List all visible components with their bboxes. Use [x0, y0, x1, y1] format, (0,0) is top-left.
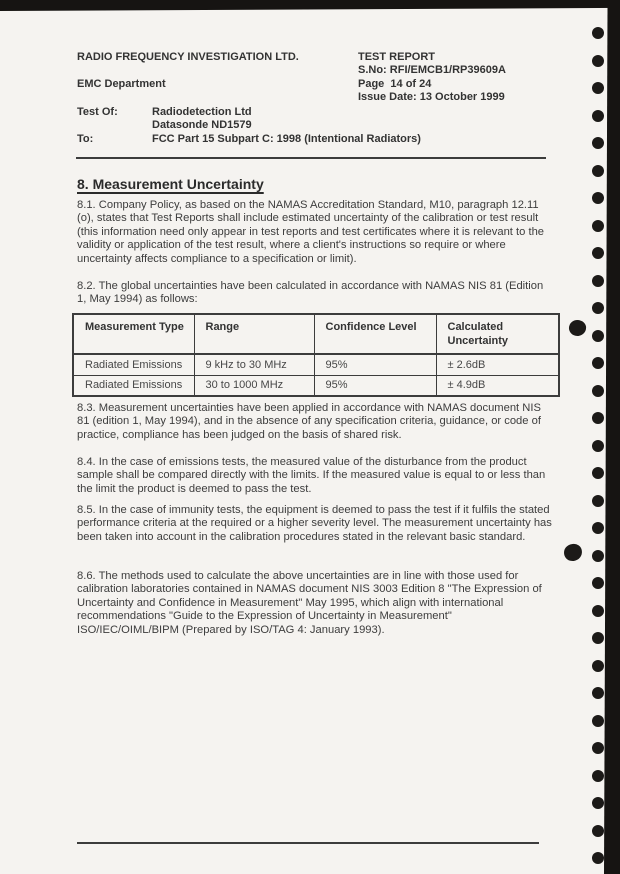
- paragraph-8-1: 8.1. Company Policy, as based on the NAMAS Accreditation Standard, M10, paragraph 12.11 (o), states that Test Reports shall include estimated uncertainty of the calibration or test result (this information need only appear in test reports and test certificates where it is relevant to the validity or application of the test result, where a client's instructions so require or where uncertainty affects compliance to a specification or limit).: [77, 199, 545, 265]
- test-of-company: Radiodetection Ltd: [152, 106, 252, 118]
- test-of-label: Test Of:: [77, 106, 118, 118]
- punch-hole: [592, 440, 604, 452]
- punch-hole: [592, 220, 604, 232]
- punch-hole: [592, 550, 604, 562]
- col-header-calculated-uncertainty: Calculated Uncertainty: [436, 314, 559, 354]
- punch-hole: [592, 27, 604, 39]
- punch-hole: [592, 495, 604, 507]
- cell-range: 30 to 1000 MHz: [194, 375, 314, 396]
- cell-range: 9 kHz to 30 MHz: [194, 354, 314, 375]
- scan-edge-right: [604, 6, 620, 874]
- punch-hole: [592, 302, 604, 314]
- punch-hole: [592, 687, 604, 699]
- company-name: RADIO FREQUENCY INVESTIGATION LTD.: [77, 51, 299, 63]
- table-header-row: [73, 314, 559, 354]
- paragraph-8-2: 8.2. The global uncertainties have been calculated in accordance with NAMAS NIS 81 (Edition 1, May 1994) as follows:: [77, 280, 544, 306]
- to-standard: FCC Part 15 Subpart C: 1998 (Intentional Radiators): [152, 133, 421, 145]
- serial-number: S.No: RFI/EMCB1/RP39609A: [358, 64, 506, 76]
- ink-blob: [568, 318, 588, 337]
- cell-calculated-uncertainty: ± 2.6dB: [436, 354, 559, 375]
- punch-hole: [592, 742, 604, 754]
- punch-hole: [592, 632, 604, 644]
- col-header-confidence-level: Confidence Level: [314, 314, 436, 354]
- cell-measurement-type: Radiated Emissions: [73, 354, 194, 375]
- punch-hole: [592, 110, 604, 122]
- header-divider: [76, 157, 546, 159]
- punch-hole: [592, 770, 604, 782]
- punch-hole: [592, 715, 604, 727]
- punch-hole-column: [592, 27, 604, 864]
- paragraph-8-4: 8.4. In the case of emissions tests, the measured value of the disturbance from the product sample shall be compared directly with the limits. If the measured value is equal to or less than the limit the product is deemed to pass the test.: [77, 456, 546, 495]
- issue-date: Issue Date: 13 October 1999: [358, 91, 505, 103]
- to-label: To:: [77, 133, 94, 145]
- ink-blob: [563, 543, 583, 562]
- punch-hole: [592, 137, 604, 149]
- punch-hole: [592, 247, 604, 259]
- cell-confidence-level: 95%: [314, 354, 436, 375]
- punch-hole: [592, 522, 604, 534]
- table-row: [73, 375, 559, 396]
- test-of-product: Datasonde ND1579: [152, 119, 252, 131]
- punch-hole: [592, 330, 604, 342]
- section-heading: 8. Measurement Uncertainty: [77, 176, 264, 192]
- punch-hole: [592, 852, 604, 864]
- punch-hole: [592, 577, 604, 589]
- paragraph-8-3: 8.3. Measurement uncertainties have been applied in accordance with NAMAS document NIS 81 (edition 1, May 1994), and in the absence of any specification criteria, guidance, or code of practice, compliance has been judged on the basis of shared risk.: [77, 402, 541, 441]
- scan-edge-top: [0, 0, 620, 11]
- footer-divider: [77, 842, 539, 844]
- cell-calculated-uncertainty: ± 4.9dB: [436, 375, 559, 396]
- punch-hole: [592, 660, 604, 672]
- department: EMC Department: [77, 78, 166, 90]
- col-header-measurement-type: Measurement Type: [73, 314, 194, 354]
- punch-hole: [592, 797, 604, 809]
- punch-hole: [592, 55, 604, 67]
- punch-hole: [592, 385, 604, 397]
- punch-hole: [592, 467, 604, 479]
- punch-hole: [592, 605, 604, 617]
- table-row: [73, 354, 559, 375]
- page-number: Page 14 of 24: [358, 78, 432, 90]
- cell-measurement-type: Radiated Emissions: [73, 375, 194, 396]
- punch-hole: [592, 82, 604, 94]
- punch-hole: [592, 275, 604, 287]
- punch-hole: [592, 357, 604, 369]
- uncertainty-table: [72, 313, 560, 397]
- paragraph-8-6: 8.6. The methods used to calculate the above uncertainties are in line with those used for calibration laboratories contained in NAMAS document NIS 3003 Edition 8 "The Expression of Uncertainty and Confidence in Measurement" May 1995, which align with international recommendations "Guide to the Expression of Uncertainty in Measurement" ISO/IEC/OIML/BIPM (Prepared by ISO/TAG 4: January 1993).: [77, 570, 542, 636]
- punch-hole: [592, 165, 604, 177]
- col-header-range: Range: [194, 314, 314, 354]
- punch-hole: [592, 412, 604, 424]
- punch-hole: [592, 192, 604, 204]
- punch-hole: [592, 825, 604, 837]
- paragraph-8-5: 8.5. In the case of immunity tests, the equipment is deemed to pass the test if it fulfils the stated performance criteria at the required or a higher severity level. The measurement uncertainty has been taken into account in the calibration procedures stated in the relevant basic standard.: [77, 504, 552, 543]
- report-title: TEST REPORT: [358, 51, 436, 63]
- cell-confidence-level: 95%: [314, 375, 436, 396]
